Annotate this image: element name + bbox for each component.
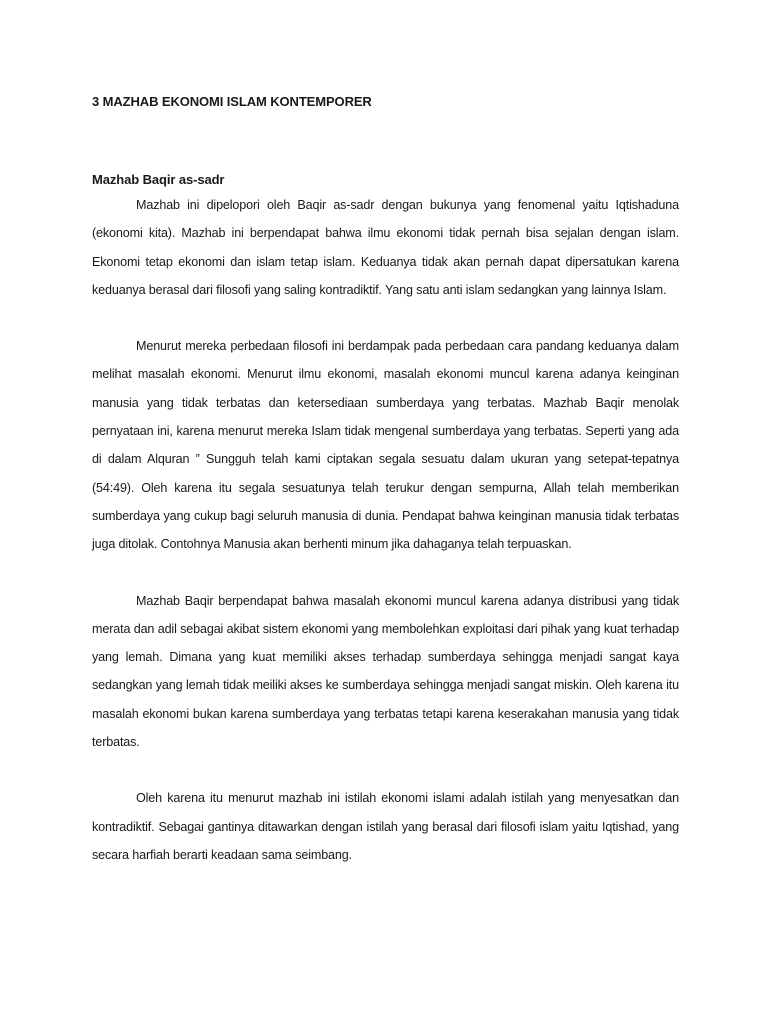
section-heading: Mazhab Baqir as-sadr — [92, 172, 225, 187]
paragraph-2: Menurut mereka perbedaan filosofi ini berdampak pada perbedaan cara pandang keduanya dalam melihat masalah ekonomi. Menurut ilmu ekonomi, masalah ekonomi muncul karena adanya keinginan manusia yang tidak terbatas dan ketersediaan sumberdaya yang terbatas. Mazhab Baqir menolak pernyataan ini, karena menurut mereka Islam tidak mengenal sumberdaya yang terbatas. Seperti yang ada di dalam Alquran ” Sungguh telah kami ciptakan segala sesuatu dalam ukuran yang setepat-tepatnya (54:49). Oleh karena itu segala sesuatunya telah terukur dengan sempurna, Allah telah memberikan sumberdaya yang cukup bagi seluruh manusia di dunia. Pendapat bahwa keinginan manusia tidak terbatas juga ditolak. Contohnya Manusia akan berhenti minum jika dahaganya telah terpuaskan. — [92, 339, 679, 552]
document-title: 3 MAZHAB EKONOMI ISLAM KONTEMPORER — [92, 94, 372, 109]
paragraph-3: Mazhab Baqir berpendapat bahwa masalah ekonomi muncul karena adanya distribusi yang tidak merata dan adil sebagai akibat sistem ekonomi yang membolehkan exploitasi dari pihak yang kuat terhadap yang lemah. Dimana yang kuat memiliki akses terhadap sumberdaya sehingga menjadi sangat kaya sedangkan yang lemah tidak meiliki akses ke sumberdaya sehingga menjadi sangat miskin. Oleh karena itu masalah ekonomi bukan karena sumberdaya yang terbatas tetapi karena keserakahan manusia yang tidak terbatas. — [92, 593, 679, 750]
paragraph-4: Oleh karena itu menurut mazhab ini istilah ekonomi islami adalah istilah yang menyesatkan dan kontradiktif. Sebagai gantinya ditawarkan dengan istilah yang berasal dari filosofi islam yaitu Iqtishad, yang secara harfiah berarti keadaan sama seimbang. — [92, 791, 679, 862]
document-body — [92, 92, 679, 869]
paragraph-1: Mazhab ini dipelopori oleh Baqir as-sadr dengan bukunya yang fenomenal yaitu Iqtishaduna (ekonomi kita). Mazhab ini berpendapat bahwa ilmu ekonomi tidak pernah bisa sejalan dengan islam. Ekonomi tetap ekonomi dan islam tetap islam. Keduanya tidak akan pernah dapat dipersatukan karena keduanya berasal dari filosofi yang saling kontradiktif. Yang satu anti islam sedangkan yang lainnya Islam. — [92, 198, 679, 297]
